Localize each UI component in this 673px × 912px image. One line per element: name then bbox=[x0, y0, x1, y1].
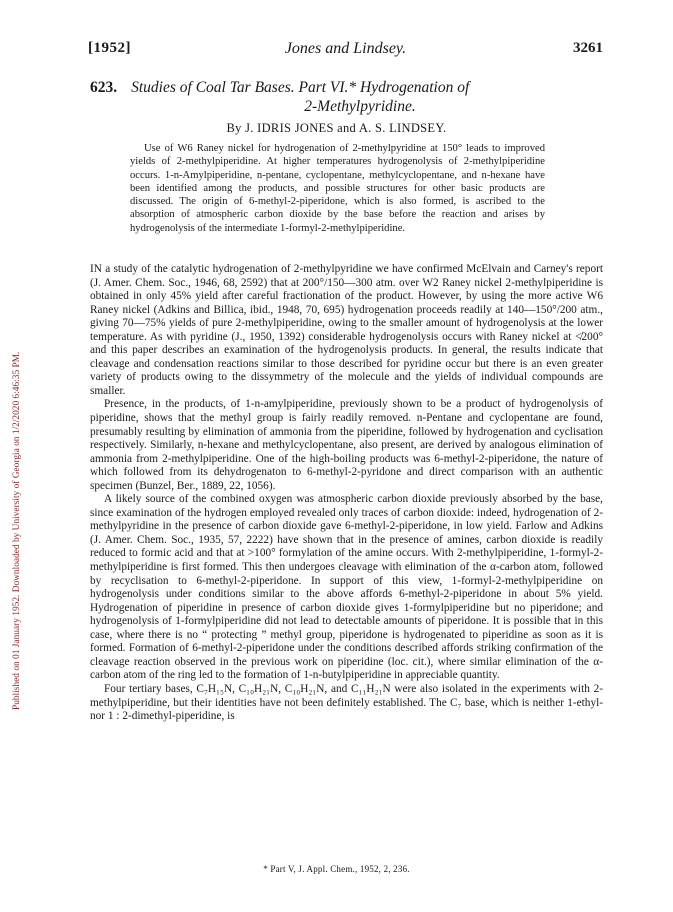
article-number: 623. bbox=[90, 79, 118, 96]
article-body bbox=[90, 263, 603, 724]
article-title-line2: 2-Methylpyridine. bbox=[304, 98, 416, 115]
body-paragraph: A likely source of the combined oxygen was atmospheric carbon dioxide previously absorbed by the base, since examination of the hydrogen employed revealed only traces of carbon dioxide: indeed, hydrogenation of 2-methylpyridine in the presence of carbon dioxide gave 6-methyl-2-piperidone, in low yield. Farlow and Adkins (J. Amer. Chem. Soc., 1935, 57, 2222) have shown that in the presence of amines, carbon dioxide is readily reduced to formic acid and that at >100° formylation of the amine occurs. With 2-methylpiperidine, 1-formyl-2-methylpiperidine is first formed. This then undergoes cleavage with elimination of the α-carbon atom, followed by recyclisation to 6-methyl-2-piperidone. In support of this view, 1-formyl-2-methylpiperidine on hydrogenolysis under conditions similar to the above affords 6-methyl-2-piperidone in about 5% yield. Hydrogenation of piperidine in presence of carbon dioxide gives 1-formylpiperidine but no piperidone; and hydrogenolysis of 1-formylpiperidine did not lead to detectable amounts of piperidone. It is possible that in this case, where there is no “ protecting ” methyl group, piperidone is hydrogenated to piperidine as soon as it is formed. Formation of 6-methyl-2-piperidone under the conditions described affords striking confirmation of the cleavage reaction observed in the previous work on piperidine (loc. cit.), where similar elimination of the α-carbon atom of the ring led to the formation of 1-n-butylpiperidine in appreciable quantity. bbox=[90, 493, 603, 682]
header-page-number: 3261 bbox=[573, 40, 603, 56]
header-running-title: Jones and Lindsey. bbox=[284, 40, 407, 57]
body-paragraph: Presence, in the products, of 1-n-amylpiperidine, previously shown to be a product of hydrogenolysis of piperidine, shows that the methyl group is fairly readily removed. n-Pentane and cyclopentane are found, presumably resulting by elimination of ammonia from the piperidine, followed by hydrogenation and cyclisation respectively. Similarly, n-hexane and methylcyclopentane, also present, are derived by analogous elimination of ammonia from 2-methylpiperidine. One of the high-boiling products was 6-methyl-2-piperidone, the nature of which followed from its dehydrogenaton to 6-methyl-2-pyridone and direct comparison with an authentic specimen (Bunzel, Ber., 1889, 22, 1056). bbox=[90, 398, 603, 492]
body-paragraph: IN a study of the catalytic hydrogenation of 2-methylpyridine we have confirmed McElvain and Carney's report (J. Amer. Chem. Soc., 1946, 68, 2592) that at 200°/150—300 atm. over W2 Raney nickel 2-methylpiperidine is obtained in only 45% yield after careful fractionation of the product. However, by using the more active W6 Raney nickel (Adkins and Billica, ibid., 1948, 70, 695) hydrogenation proceeds readily at 140—150°/200 atm., giving 70—75% yields of pure 2-methylpiperidine, owing to the smaller amount of hydrogenolysis at the lower temperature. As with pyridine (J., 1950, 1392) considerable hydrogenolysis occurs with Raney nickel at ≮200° and this paper describes an examination of the hydrogenolysis products. In general, the results indicate that cleavage and condensation reactions similar to those described for pyridine occur but there is an even greater variety of products owing to the dissymmetry of the molecule and the yields of individual compounds are smaller. bbox=[90, 263, 603, 397]
header-year: [1952] bbox=[88, 40, 131, 56]
running-header bbox=[88, 40, 603, 62]
abstract bbox=[130, 142, 545, 235]
download-watermark-text: Published on 01 January 1952. Downloaded by University of Georgia on 1/2/2020 6:46:35 PM. bbox=[12, 351, 22, 710]
download-watermark bbox=[2, 150, 22, 710]
abstract-text: Use of W6 Raney nickel for hydrogenation of 2-methylpyridine at 150° leads to improved yields of 2-methylpiperidine. At higher temperatures hydrogenolysis of 2-methylpiperidine occurs. 1-n-Amylpiperidine, n-pentane, cyclopentane, methylcyclopentane, and n-hexane have been identified among the products, and possible structures for other basic products are discussed. The origin of 6-methyl-2-piperidone, which is also formed, is ascribed to the absorption of atmospheric carbon dioxide by the base before the reaction and arises by hydrogenolysis of the intermediate 1-formyl-2-methylpiperidine. bbox=[130, 143, 545, 234]
body-paragraph: Four tertiary bases, C₇H₁₅N, C₁₀H₂₁N, C₁₀H₂₁N, and C₁₁H₂₁N were also isolated in the experiments with 2-methylpiperidine, but their identities have not been definitely established. The C₇ base, which is neither 1-ethyl- nor 1 : 2-dimethyl-piperidine, is bbox=[90, 682, 603, 723]
footnote: * Part V, J. Appl. Chem., 1952, 2, 236. bbox=[263, 864, 410, 874]
article-title-line1: Studies of Coal Tar Bases. Part VI.* Hydrogenation of bbox=[131, 79, 470, 96]
author-byline: By J. IDRIS JONES and A. S. LINDSEY. bbox=[226, 121, 447, 135]
article-title bbox=[90, 78, 610, 116]
